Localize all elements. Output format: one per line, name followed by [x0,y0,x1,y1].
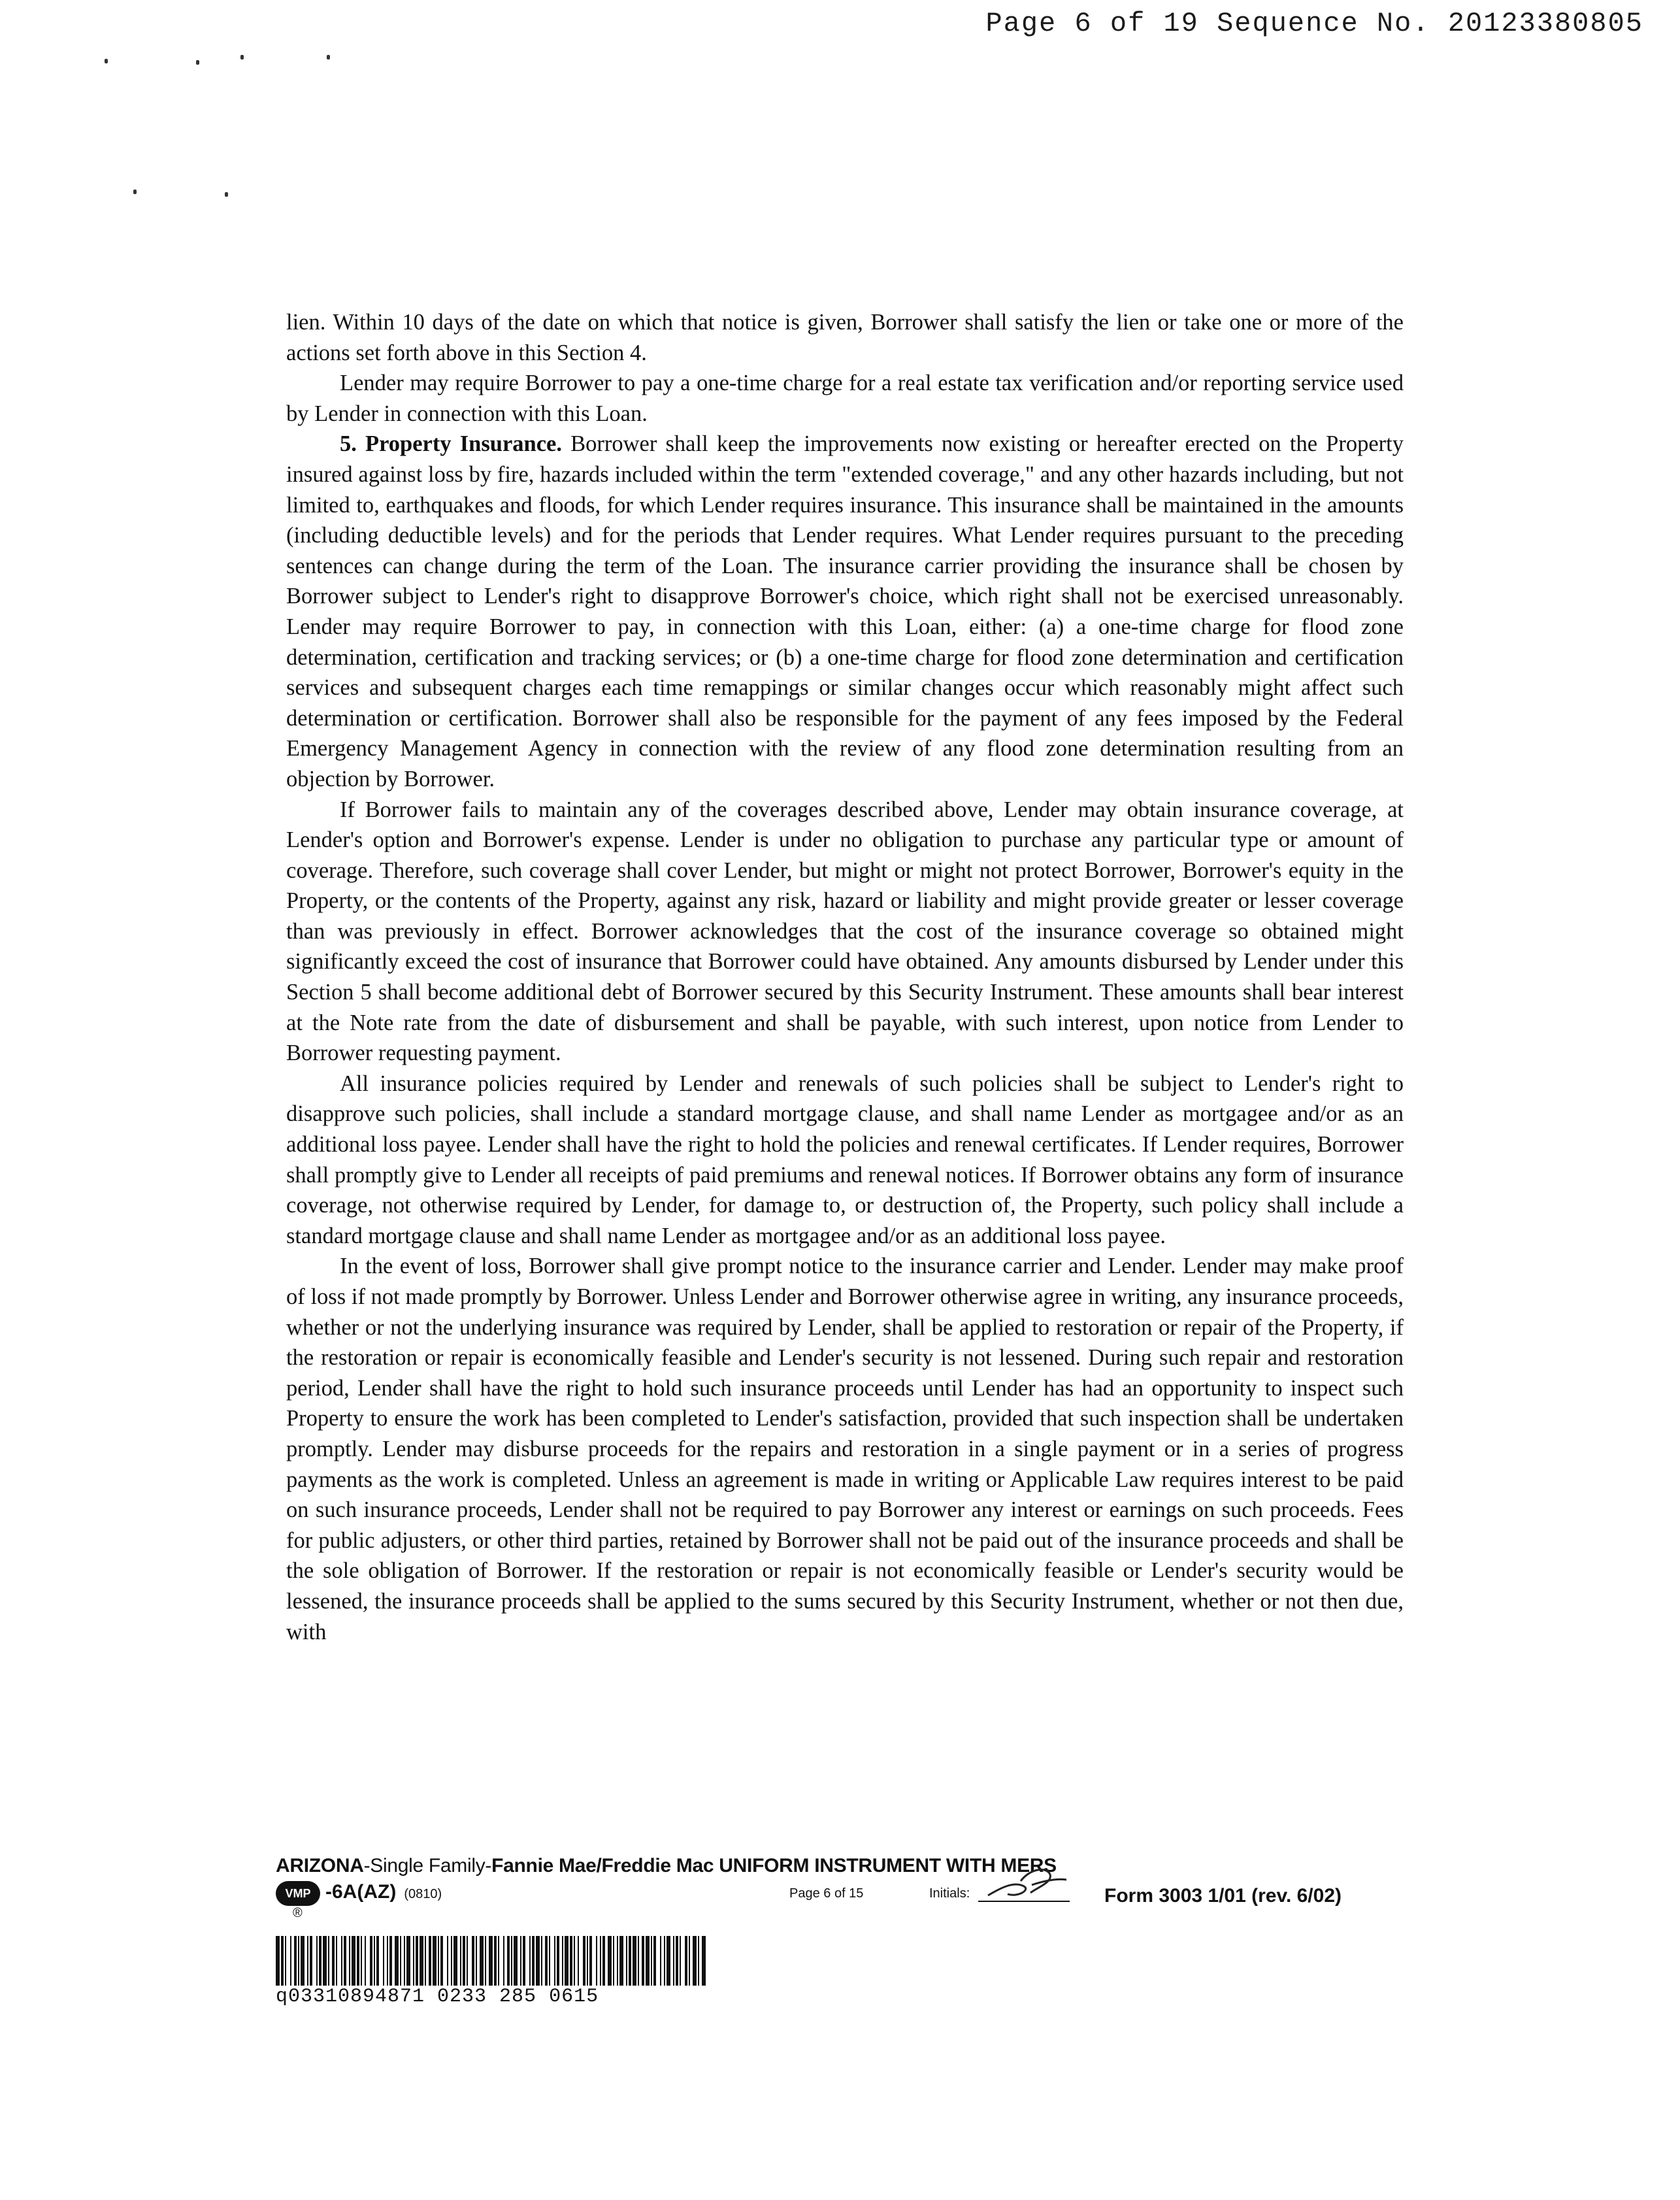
barcode-bar [361,1936,362,1986]
barcode-bar [307,1936,308,1986]
paragraph-tax-verification: Lender may require Borrower to pay a one-time charge for a real estate tax verification and/or reporting service used by Lender in connection with this Loan. [286,371,1404,426]
barcode-bar [316,1936,318,1986]
barcode-bar [463,1936,465,1986]
barcode-bar [536,1936,540,1986]
barcode-bar [541,1936,542,1986]
scan-speck [133,190,137,194]
form-number: Form 3003 1/01 (rev. 6/02) [1104,1885,1342,1907]
barcode-bar [352,1936,355,1986]
footer-form-title [276,1855,1406,1877]
form-code [325,1881,442,1903]
barcode-bar [480,1936,484,1986]
barcode-bar [395,1936,399,1986]
barcode-bar [460,1936,461,1986]
barcode-bar [429,1936,431,1986]
barcode-bar [587,1936,588,1986]
barcode-bar [389,1936,392,1986]
barcode-bar [660,1936,661,1986]
barcode-bar [294,1936,297,1986]
page-sequence-header: Page 6 of 19 Sequence No. 20123380805 [985,8,1643,39]
form-footer [276,1855,1406,1919]
paragraph-section-5 [286,429,1404,794]
footer-family-type: -Single Family- [363,1855,492,1876]
barcode-bar [613,1936,614,1986]
barcode-bar [290,1936,291,1986]
vmp-logo: VMP [276,1881,320,1906]
paragraph-insurance-policies: All insurance policies required by Lender and renewals of such policies shall be subject to Lender's right to disapprove such policies, shall include a standard mortgage clause, and shall name Lender as mortgagee and/or as an additional loss payee. Lender shall have the right to hold the policies and renewal certificates. If Lender requires, Borrower shall promptly give to Lender all receipts of paid premiums and renewal notices. If Borrower obtains any form of insurance coverage, not otherwise required by Lender, for damage to, or destruction of, the Property, such policy shall include a standard mortgage clause and shall name Lender as mortgagee and/or as an additional loss payee. [286,1071,1404,1248]
barcode-bar [693,1936,697,1986]
barcode-bar [440,1936,443,1986]
barcode-bar [617,1936,618,1986]
barcode-bar [404,1936,405,1986]
barcode-bar [365,1936,366,1986]
barcode-bar [698,1936,699,1986]
form-code-value: -6A(AZ) [325,1881,397,1903]
barcode-bar [374,1936,375,1986]
barcode-bar [651,1936,652,1986]
barcode-bar [376,1936,379,1986]
barcode-bar [319,1936,321,1986]
footer-instrument-name: Fannie Mae/Freddie Mac UNIFORM INSTRUMENT [491,1855,941,1876]
barcode-bar [406,1936,410,1986]
barcode-bar [323,1936,327,1986]
section-5-text: Borrower shall keep the improvements now existing or hereafter erected on the Property insured against loss by fire, hazards included within the term "extended coverage," and any other hazards including, but not limited to, earthquakes and floods, for which Lender requires insurance. This insurance shall be maintained in the amounts (including deductible levels) and for the periods that Lender requires. What Lender requires pursuant to the preceding sentences can change during the term of the Loan. The insurance carrier providing the insurance shall be chosen by Borrower subject to Lender's right to disapprove Borrower's choice, which right shall not be exercised unreasonably. Lender may require Borrower to pay, in connection with this Loan, either: (a) a one-time charge for flood zone determination, certification and tracking services; or (b) a one-time charge for flood zone determination and certification services and subsequent charges each time remappings or similar changes occur which reasonably might affect such determination or certification. Borrower shall also be responsible for the payment of any fees imposed by the Federal Emergency Management Agency in connection with the review of any flood zone determination resulting from an objection by Borrower. [286,431,1404,792]
initials-label: Initials: [929,1886,970,1901]
scan-speck [327,55,330,59]
barcode-bar [532,1936,535,1986]
barcode-bar [676,1936,678,1986]
barcode-bar [416,1936,418,1986]
barcode-bar [629,1936,631,1986]
initials-signature [985,1861,1070,1907]
barcode-bar [673,1936,674,1986]
barcode-bar [600,1936,601,1986]
barcode-bar [476,1936,477,1986]
barcode-bar [514,1936,518,1986]
barcode-bar [332,1936,335,1986]
barcode-bar [549,1936,550,1986]
barcode-bar [344,1936,346,1986]
scan-speck [240,55,244,59]
scan-speck [196,60,199,65]
barcode-bar [489,1936,493,1986]
barcode-bar [383,1936,384,1986]
barcode-bar [583,1936,585,1986]
barcode-bar [341,1936,342,1986]
barcode-bar [602,1936,605,1986]
barcode-bar [562,1936,563,1986]
barcode-bar [523,1936,525,1986]
barcode-bar [453,1936,457,1986]
barcode-bar [472,1936,474,1986]
barcode-bar [413,1936,414,1986]
barcode-bar [619,1936,623,1986]
barcode-bar [664,1936,665,1986]
barcode-bar [281,1936,284,1986]
barcode-bar [529,1936,531,1986]
footer-state: ARIZONA [276,1855,364,1876]
barcode-bar [557,1936,559,1986]
scan-speck [225,192,228,197]
barcode-bar [301,1936,305,1986]
registered-mark: ® [293,1906,303,1920]
barcode-bar [400,1936,401,1986]
section-5-heading: 5. Property Insurance. [340,431,562,457]
barcode-bar [574,1936,575,1986]
barcode-bar [420,1936,423,1986]
barcode-bar [370,1936,372,1986]
barcode [276,1936,707,1986]
barcode-bar [596,1936,597,1986]
barcode-bar [565,1936,568,1986]
barcode-bar [680,1936,681,1986]
barcode-bar [638,1936,639,1986]
paragraph-lien: lien. Within 10 days of the date on which that notice is given, Borrower shall satisfy the lien or take one or more of the actions set forth above in this Section 4. [286,310,1404,365]
barcode-bar [511,1936,512,1986]
barcode-bar [298,1936,299,1986]
barcode-bar [589,1936,592,1986]
barcode-bar [608,1936,612,1986]
barcode-bar [336,1936,337,1986]
barcode-bar [689,1936,690,1986]
barcode-bar [357,1936,359,1986]
barcode-bar [467,1936,468,1986]
barcode-bar [554,1936,555,1986]
barcode-bar [451,1936,452,1986]
paragraph-event-of-loss: In the event of loss, Borrower shall give prompt notice to the insurance carrier and Lender. Lender may make proof of loss if not made promptly by Borrower. Unless Lender and Borrower otherwise agree in writing, any insurance proceeds, whether or not the underlying insurance was required by Lender, shall be applied to restoration or repair of the Property, if the restoration or repair is economically feasible and Lender's security is not lessened. During such repair and restoration period, Lender shall have the right to hold such insurance proceeds until Lender has had an opportunity to inspect such Property to ensure the work has been completed to Lender's satisfaction, provided that such inspection shall be undertaken promptly. Lender may disburse proceeds for the repairs and restoration in a single payment or in a series of progress payments as the work is completed. Unless an agreement is made in writing or Applicable Law requires interest to be paid on such insurance proceeds, Lender shall not be required to pay Borrower any interest or earnings on such proceeds. Fees for public adjusters, or other third parties, retained by Borrower shall not be paid out of the insurance proceeds and shall be the sole obligation of Borrower. If the restoration or repair is not economically feasible or Lender's security would be lessened, the insurance proceeds shall be applied to the sums secured by this Security Instrument, whether or not then due, with [286,1254,1404,1644]
barcode-bar [285,1936,286,1986]
barcode-bar [349,1936,350,1986]
barcode-bar [498,1936,499,1986]
scan-speck [105,59,108,63]
barcode-bar [276,1936,280,1986]
footer-mers-note: WITH MERS [946,1855,1057,1876]
barcode-bar [387,1936,388,1986]
barcode-bar [328,1936,329,1986]
barcode-bar [485,1936,486,1986]
barcode-bar [425,1936,426,1986]
barcode-bar [494,1936,497,1986]
barcode-bar [633,1936,636,1986]
footer-form-details [276,1880,1406,1919]
document-body [286,307,1404,1647]
barcode-bar [310,1936,312,1986]
barcode-bar [507,1936,510,1986]
barcode-number: q03310894871 0233 285 0615 [276,1986,599,2008]
barcode-bar [642,1936,644,1986]
barcode-bar [570,1936,572,1986]
form-revision: (0810) [404,1887,442,1901]
paragraph-coverage-failure: If Borrower fails to maintain any of the coverages described above, Lender may obtain insurance coverage, at Lender's option and Borrower's expense. Lender is under no obligation to purchase any particular type or amount of coverage. Therefore, such coverage shall cover Lender, but might or might not protect Borrower, Borrower's equity in the Property, or the contents of the Property, against any risk, hazard or liability and might provide greater or lesser coverage than was previously in effect. Borrower acknowledges that the cost of the insurance coverage so obtained might significantly exceed the cost of insurance that Borrower could have obtained. Any amounts disbursed by Lender under this Section 5 shall become additional debt of Borrower secured by this Security Instrument. These amounts shall bear interest at the Note rate from the date of disbursement and shall be payable, with such interest, upon notice from Lender to Borrower requesting payment. [286,797,1404,1066]
barcode-bar [667,1936,670,1986]
barcode-bar [685,1936,687,1986]
barcode-bar [653,1936,656,1986]
barcode-bar [503,1936,504,1986]
barcode-bar [545,1936,548,1986]
footer-page-number: Page 6 of 15 [789,1886,864,1901]
barcode-bar [702,1936,706,1986]
barcode-bar [438,1936,439,1986]
barcode-bar [626,1936,627,1986]
barcode-bar [447,1936,448,1986]
barcode-bar [646,1936,650,1986]
barcode-bar [433,1936,436,1986]
barcode-bar [520,1936,521,1986]
barcode-bar [578,1936,579,1986]
